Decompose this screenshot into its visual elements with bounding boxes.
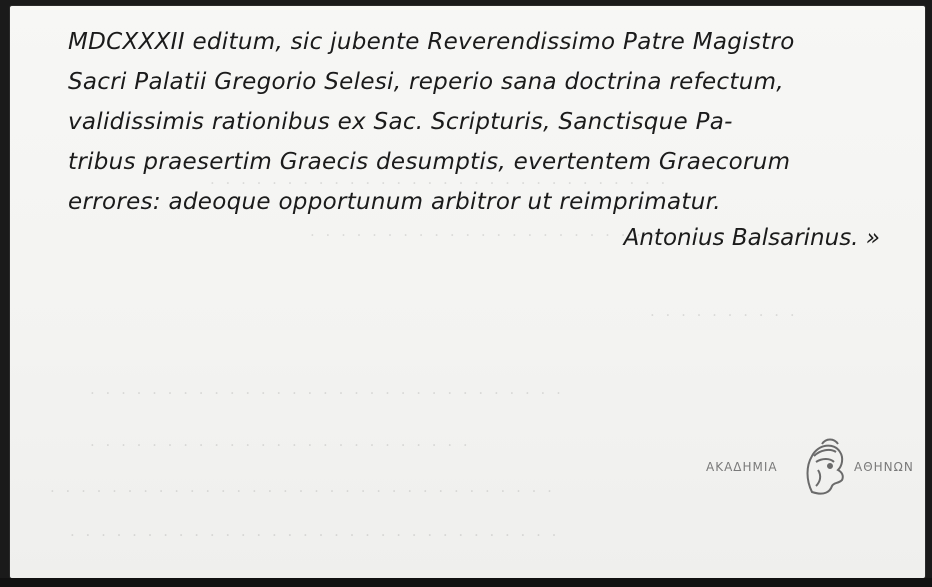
bleed-through-text: · · · · · · · · · · · · · · · · · · · · · · · · · · · · · · · <box>90 384 564 402</box>
bleed-through-text: · · · · · · · · · · <box>650 306 798 324</box>
bleed-through-text: · · · · · · · · · · · · · · · · · · · · · · · · · <box>90 436 471 454</box>
signature: Antonius Balsarinus. » <box>623 225 880 251</box>
card-bottom-edge <box>0 578 932 587</box>
athena-head-icon <box>796 436 852 500</box>
handwritten-text <box>68 22 928 222</box>
bleed-through-text: · · · · · · · · · · · · · · · · · · · · · · · · · · · · · · · · · <box>50 482 555 500</box>
bleed-through-text: · · · · · · · · · · · · · · · · · · · · · · · · · · · · · · · · <box>70 526 560 544</box>
bleed-through-text: · · · · · · · · · · · · · · · · · · · · · · · <box>310 226 660 244</box>
bleed-through-text: · · · · · · · · · · · · · · · · · · · · · · · · · · · · · · <box>210 174 669 192</box>
stamp-left-text: ΑΚΑΔΗΜΙΑ <box>706 460 778 474</box>
academy-stamp <box>704 436 926 500</box>
text-line: Sacri Palatii Gregorio Selesi, reperio sana doctrina refectum, <box>68 69 784 95</box>
stamp-right-text: ΑΘΗΝΩΝ <box>854 460 914 474</box>
text-line: validissimis rationibus ex Sac. Scripturis, Sanctisque Pa- <box>68 109 733 135</box>
text-line: errores: adeoque opportunum arbitror ut reimprimatur. <box>68 189 721 215</box>
text-line: MDCXXXII editum, sic jubente Reverendissimo Patre Magistro <box>68 29 795 55</box>
text-line: tribus praesertim Graecis desumptis, evertentem Graecorum <box>68 149 791 175</box>
